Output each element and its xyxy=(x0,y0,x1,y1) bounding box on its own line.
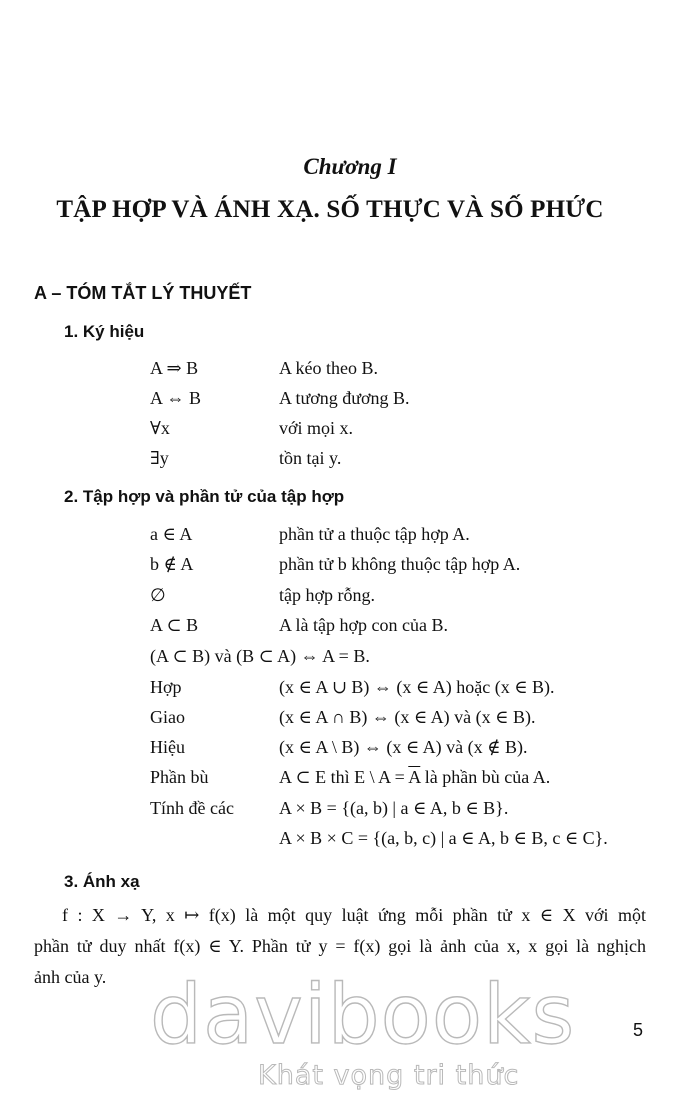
symbol-subset: A ⊂ B xyxy=(150,615,199,635)
complement-def-post: là phần bù của A. xyxy=(420,767,551,787)
symbol-not-element-of-desc: phần tử b không thuộc tập hợp A. xyxy=(279,554,521,574)
symbol-forall-desc: với mọi x. xyxy=(279,418,354,438)
symbol-empty-set: ∅ xyxy=(150,585,166,605)
symbol-subset-desc: A là tập hợp con của B. xyxy=(279,615,448,635)
watermark-tagline: Khát vọng tri thức xyxy=(258,1060,520,1091)
difference-label: Hiệu xyxy=(150,737,185,757)
symbol-equivalent: A ⇔ B xyxy=(150,388,202,408)
complement-bar-a: $\overline{A}$ xyxy=(408,767,421,787)
mapping-line-1: f : X → Y, x ↦ f(x) là một quy luật ứng mỗi phần tử x ∈ X với một xyxy=(62,905,646,925)
chapter-heading: Chương I xyxy=(303,154,397,179)
symbol-forall: ∀x xyxy=(150,418,170,438)
cartesian-def-two: A × B = {(a, b) | a ∈ A, b ∈ B}. xyxy=(279,798,509,818)
difference-def: (x ∈ A \ B) ⇔ (x ∈ A) và (x ∉ B). xyxy=(279,737,528,757)
symbol-not-element-of: b ∉ A xyxy=(150,554,194,574)
symbol-implies-desc: A kéo theo B. xyxy=(279,358,378,378)
complement-def-pre: A ⊂ E thì E \ A = xyxy=(279,767,409,787)
cartesian-def-three: A × B × C = {(a, b, c) | a ∈ A, b ∈ B, c ∈ C}. xyxy=(279,828,608,848)
section-a-heading: A – TÓM TẮT LÝ THUYẾT xyxy=(34,283,252,303)
intersection-label: Giao xyxy=(150,707,185,727)
union-def: (x ∈ A ∪ B) ⇔ (x ∈ A) hoặc (x ∈ B). xyxy=(279,677,555,697)
symbol-element-of: a ∈ A xyxy=(150,524,193,544)
symbol-element-of-desc: phần tử a thuộc tập hợp A. xyxy=(279,524,470,544)
subsection-3-heading: 3. Ánh xạ xyxy=(64,872,140,891)
mapping-line-3: ảnh của y. xyxy=(34,967,107,987)
intersection-def: (x ∈ A ∩ B) ⇔ (x ∈ A) và (x ∈ B). xyxy=(279,707,536,727)
symbol-exists-desc: tồn tại y. xyxy=(279,448,342,468)
chapter-title: TẬP HỢP VÀ ÁNH XẠ. SỐ THỰC VÀ SỐ PHỨC xyxy=(56,196,604,223)
symbol-empty-set-desc: tập hợp rỗng. xyxy=(279,585,376,605)
mapping-line-2: phần tử duy nhất f(x) ∈ Y. Phần tử y = f(x) gọi là ảnh của x, x gọi là nghịch xyxy=(34,936,646,956)
cartesian-label: Tính đề các xyxy=(150,798,234,818)
subsection-1-heading: 1. Ký hiệu xyxy=(64,322,145,341)
watermark-logo: davibooks xyxy=(150,968,576,1063)
union-label: Hợp xyxy=(150,677,182,697)
page-number: 5 xyxy=(633,1020,644,1040)
complement-label: Phần bù xyxy=(150,767,209,787)
complement-def xyxy=(279,767,550,788)
symbol-exists: ∃y xyxy=(150,448,169,468)
symbol-implies: A ⇒ B xyxy=(150,358,199,378)
subsection-2-heading: 2. Tập hợp và phần tử của tập hợp xyxy=(64,487,345,506)
set-equality-rule: (A ⊂ B) và (B ⊂ A) ⇔ A = B. xyxy=(150,646,370,666)
symbol-equivalent-desc: A tương đương B. xyxy=(279,388,410,408)
